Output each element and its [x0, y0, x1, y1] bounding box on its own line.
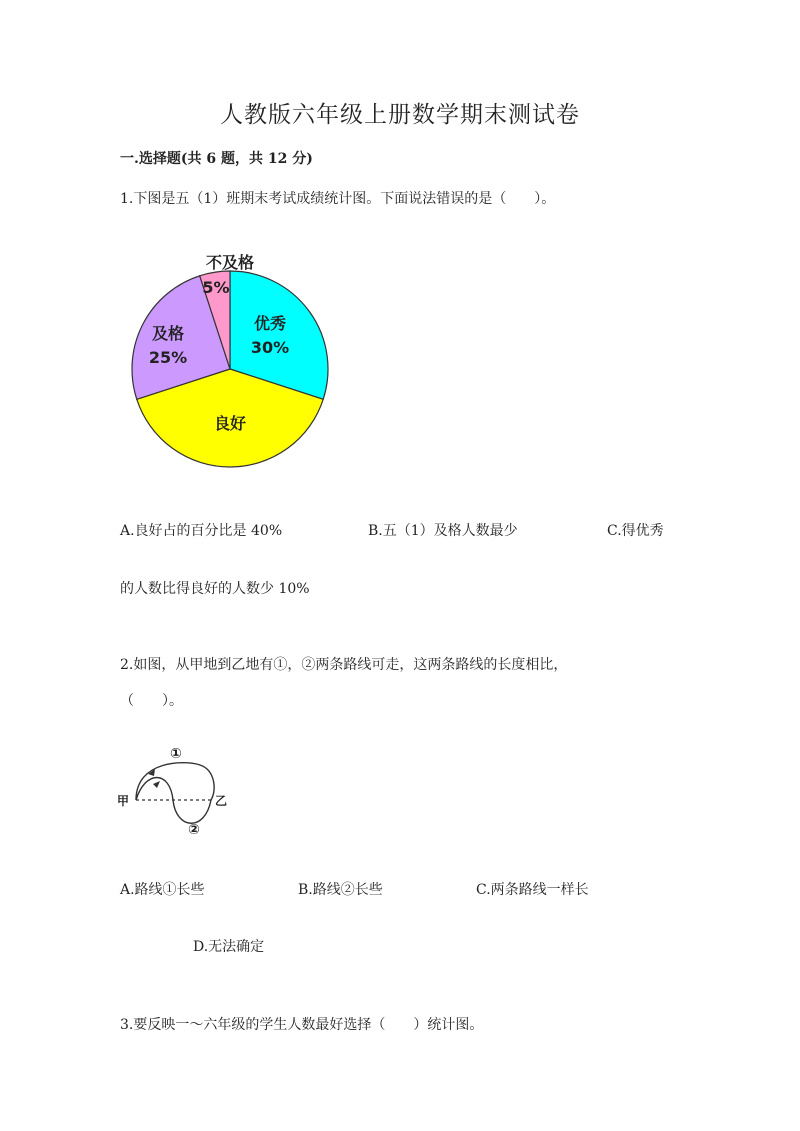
question-2-stem: 2.如图，从甲地到乙地有①，②两条路线可走，这两条路线的长度相比， [120, 657, 568, 673]
pie-label-不及格: 不及格 [205, 253, 255, 272]
route-2-label: ② [188, 822, 200, 838]
question-1-option-a: A.良好占的百分比是 40% [120, 523, 283, 539]
question-2-option-a: A.路线①长些 [120, 882, 205, 898]
section-heading: 一.选择题(共 6 题，共 12 分) [120, 151, 313, 167]
pie-label-优秀: 优秀 [253, 314, 287, 333]
score-pie-chart [120, 245, 350, 485]
pie-value-及格: 25% [148, 348, 188, 367]
question-3-stem: 3.要反映一～六年级的学生人数最好选择（ ）统计图。 [120, 1017, 484, 1033]
start-label: 甲 [117, 794, 130, 808]
question-2-option-b: B.路线②长些 [298, 882, 383, 898]
end-label: 乙 [215, 794, 228, 808]
question-1-option-b: B.五（1）及格人数最少 [368, 523, 518, 539]
route-2-arrow-icon [153, 781, 160, 788]
question-1-option-c-continued: 的人数比得良好的人数少 10% [120, 581, 310, 597]
route-2-path [136, 778, 211, 824]
pie-label-良好: 良好 [213, 414, 247, 433]
page-title: 人教版六年级上册数学期末测试卷 [220, 102, 580, 128]
pie-value-不及格: 5% [202, 278, 230, 297]
route-1-label: ① [170, 746, 182, 762]
pie-slices [132, 271, 328, 467]
question-2-option-c: C.两条路线一样长 [476, 882, 589, 898]
route-diagram [115, 740, 245, 840]
question-2-option-d: D.无法确定 [193, 939, 265, 955]
pie-label-及格: 及格 [151, 324, 185, 343]
question-1-stem: 1.下图是五（1）班期末考试成绩统计图。下面说法错误的是（ ）。 [120, 191, 556, 207]
pie-value-优秀: 30% [250, 338, 290, 357]
question-2-stem-line2: （ ）。 [120, 693, 183, 709]
question-1-option-c: C.得优秀 [607, 523, 664, 539]
